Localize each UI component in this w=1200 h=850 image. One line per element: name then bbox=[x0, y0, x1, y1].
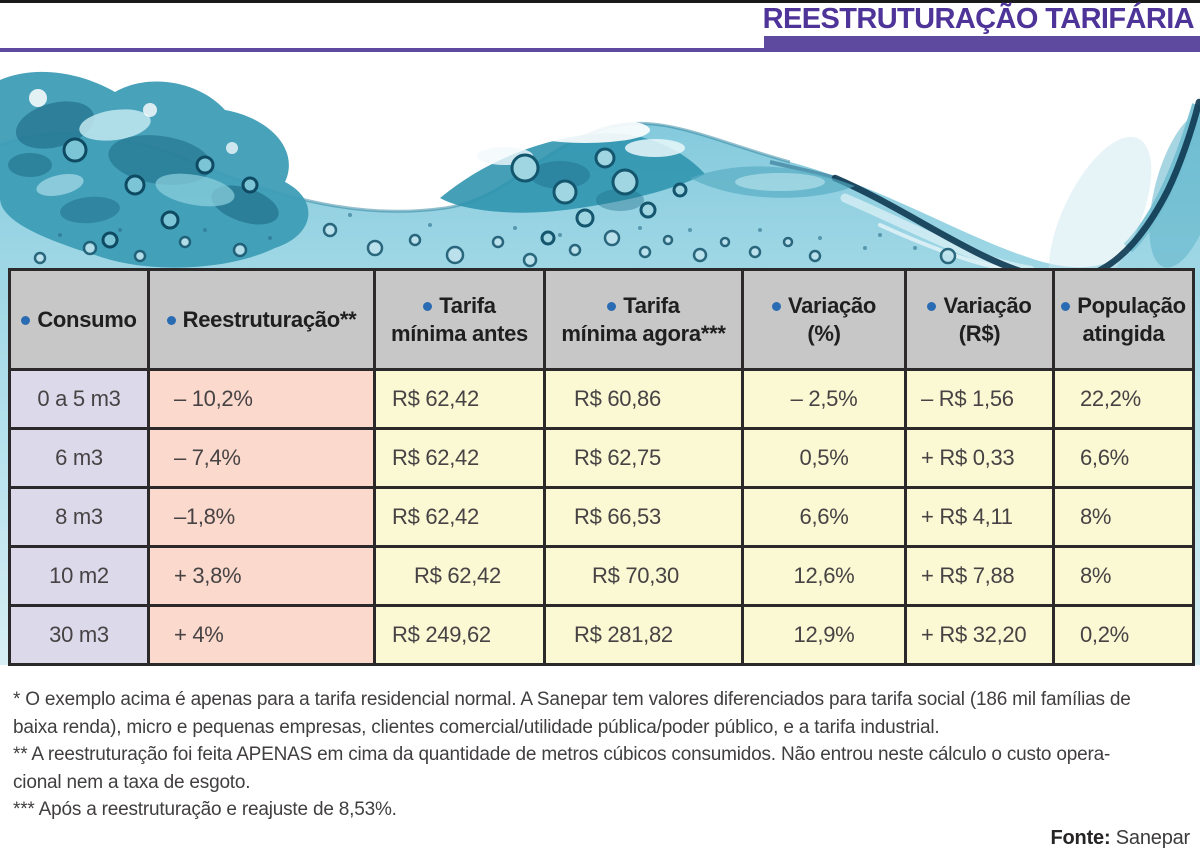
bullet-icon bbox=[21, 316, 30, 325]
footnote-line: *** Após a reestruturação e reajuste de 8,53%. bbox=[13, 799, 397, 820]
table-cell: 12,6% bbox=[743, 547, 906, 606]
title-underline-bar bbox=[764, 36, 1200, 52]
table-row bbox=[10, 606, 1194, 665]
source-label: Fonte: bbox=[1050, 826, 1111, 849]
table-cell: R$ 62,42 bbox=[375, 488, 545, 547]
water-hero bbox=[0, 70, 1200, 665]
table-cell: 8% bbox=[1054, 488, 1194, 547]
table-cell: R$ 62,42 bbox=[375, 370, 545, 429]
column-header-reestruturacao: Reestruturação** bbox=[149, 270, 375, 370]
bullet-icon bbox=[772, 302, 781, 311]
bullet-icon bbox=[927, 302, 936, 311]
header-row bbox=[10, 270, 1194, 370]
table-row bbox=[10, 429, 1194, 488]
source-value: Sanepar bbox=[1110, 826, 1190, 849]
table-row bbox=[10, 370, 1194, 429]
bullet-icon bbox=[423, 302, 432, 311]
footnote-line: cional nem a taxa de esgoto. bbox=[13, 771, 251, 793]
table-cell: 0 a 5 m3 bbox=[10, 370, 149, 429]
table-cell: 22,2% bbox=[1054, 370, 1194, 429]
table-cell: 8 m3 bbox=[10, 488, 149, 547]
table-cell: R$ 60,86 bbox=[545, 370, 743, 429]
table-cell: R$ 281,82 bbox=[545, 606, 743, 665]
table-cell: – R$ 1,56 bbox=[906, 370, 1054, 429]
table-row bbox=[10, 547, 1194, 606]
table-cell: + R$ 7,88 bbox=[906, 547, 1054, 606]
table-cell: – 10,2% bbox=[149, 370, 375, 429]
table-cell: – 2,5% bbox=[743, 370, 906, 429]
table-cell: 0,5% bbox=[743, 429, 906, 488]
column-header-variacao-rs: Variação (R$) bbox=[906, 270, 1054, 370]
table-cell: 12,9% bbox=[743, 606, 906, 665]
tariff-table bbox=[8, 268, 1195, 666]
table-cell: + 4% bbox=[149, 606, 375, 665]
table-cell: R$ 62,42 bbox=[375, 429, 545, 488]
table-cell: R$ 249,62 bbox=[375, 606, 545, 665]
table-cell: R$ 62,75 bbox=[545, 429, 743, 488]
column-header-consumo: Consumo bbox=[10, 270, 149, 370]
footnote-line: baixa renda), micro e pequenas empresas, clientes comercial/utilidade pública/poder público, e a tarifa industrial. bbox=[13, 716, 940, 738]
masthead bbox=[0, 3, 1200, 52]
table-cell: 10 m2 bbox=[10, 547, 149, 606]
table-cell: –1,8% bbox=[149, 488, 375, 547]
footnote-line: ** A reestruturação foi feita APENAS em cima da quantidade de metros cúbicos consumidos. Não entrou neste cálculo o custo opera- bbox=[13, 744, 1111, 765]
page-title: REESTRUTURAÇÃO TARIFÁRIA bbox=[762, 3, 1194, 35]
bullet-icon bbox=[167, 316, 176, 325]
table-cell: 6 m3 bbox=[10, 429, 149, 488]
table-cell: R$ 66,53 bbox=[545, 488, 743, 547]
table-cell: R$ 62,42 bbox=[375, 547, 545, 606]
table-cell: + R$ 4,11 bbox=[906, 488, 1054, 547]
bullet-icon bbox=[1061, 302, 1070, 311]
table-cell: 30 m3 bbox=[10, 606, 149, 665]
table-row bbox=[10, 488, 1194, 547]
column-header-tarifa-agora: Tarifa mínima agora*** bbox=[545, 270, 743, 370]
table-cell: 8% bbox=[1054, 547, 1194, 606]
bullet-icon bbox=[607, 302, 616, 311]
column-header-tarifa-antes: Tarifa mínima antes bbox=[375, 270, 545, 370]
table-cell: 6,6% bbox=[1054, 429, 1194, 488]
column-header-variacao-pct: Variação (%) bbox=[743, 270, 906, 370]
footnote-line: * O exemplo acima é apenas para a tarifa residencial normal. A Sanepar tem valores diferenciados para tarifa social (186 mil famílias de bbox=[13, 689, 1131, 710]
table-cell: – 7,4% bbox=[149, 429, 375, 488]
table-cell: + R$ 32,20 bbox=[906, 606, 1054, 665]
source-line bbox=[0, 827, 1200, 850]
table-cell: + 3,8% bbox=[149, 547, 375, 606]
footnotes bbox=[0, 686, 1200, 824]
table-cell: + R$ 0,33 bbox=[906, 429, 1054, 488]
column-header-populacao: População atingida bbox=[1054, 270, 1194, 370]
table-cell: 0,2% bbox=[1054, 606, 1194, 665]
table-cell: R$ 70,30 bbox=[545, 547, 743, 606]
table-cell: 6,6% bbox=[743, 488, 906, 547]
